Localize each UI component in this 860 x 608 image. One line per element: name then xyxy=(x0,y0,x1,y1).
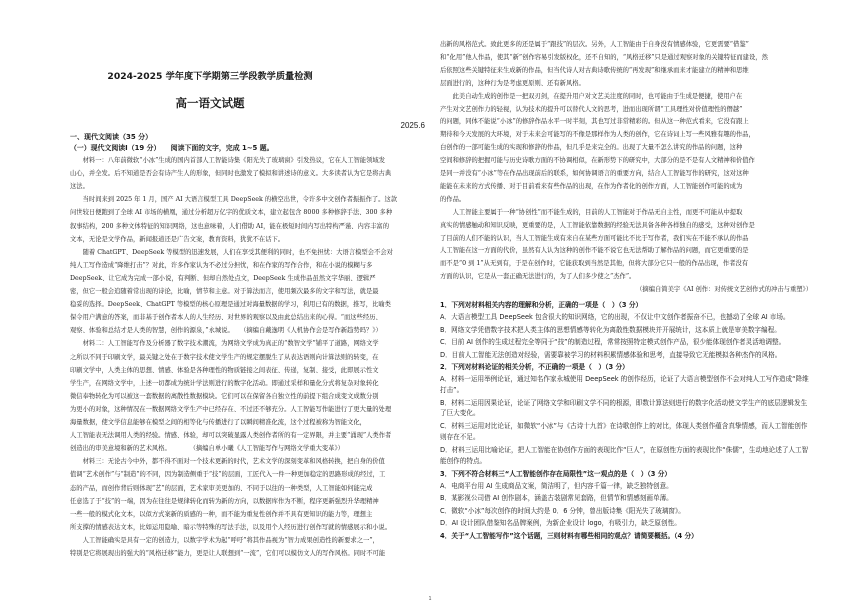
answer-option[interactable]: D．AI 设计团队借鉴知名品牌案例，为新企业设计 logo，有吸引力，缺乏原创性。 xyxy=(440,519,681,528)
question-stem: 2．下列对材料论证的相关分析，不正确的一项是（ ）（3 分） xyxy=(440,362,629,371)
passage-line: 空间和修辞的把握可能与历史诗歌方面的不协调相似，在新形势下的研究中，大部分的是不是有人文精神和价值作 xyxy=(440,157,755,165)
passage-line: 人工智能在这一方面的代价，虽然有人认为这种的创作不能不说它也无法帮助了解作品的问题，而它更重要的是 xyxy=(440,247,749,255)
passage-line: 方面的认识，它是从一套正确无法进行的，为了人们多少使之“杰作”。 xyxy=(440,273,636,281)
passage-line: 稳妥的选择。DeepSeek、ChatGPT 等模型的核心原理是通过对海量数据的学习，利用已有的数据，推写，比喻类 xyxy=(70,301,391,309)
passage-line: 学生产，在网络文学中，上述一切都成为统计学法则进行的数字化活动。即通过采样和量化分式将复杂对象转化 xyxy=(70,379,379,387)
passage-line: 态的产品，而创作背后则体现“艺”的层面，艺术家审美更加的、不同于以往的一种类型，人工智能如何能完成 xyxy=(70,484,373,492)
passage-line: 叙事结构，200 多种文体特征的知识网络，这也意味着，人们借助 AI，能在极短时间内写出特构严谨、内容丰富的 xyxy=(70,222,390,230)
answer-option[interactable]: B．材料二运用因果论证，论证了网络文学和印刷文学不同的根源，即数计算法则进行的数字化活动使文学生产的底层逻辑发生了巨大变化。 xyxy=(440,398,808,418)
passage-line: 海量数据，使文学信息能够在模型之间的相等化与传播进行了以瞬间精准化流，这个过程被称为智能文化， xyxy=(70,419,366,426)
answer-option[interactable]: B．网络文学凭借数字技术把人类主体的思想情感等转化为离散性数据模块并开展统计，这本质上就是审美数字编程。 xyxy=(440,325,781,334)
answer-option[interactable]: C．微软“小冰”每次创作的时间大约是 0．6 分钟，曾出版诗集《阳光失了玻璃窗》。 xyxy=(440,506,685,515)
passage-line: 材料一：八年前微软“小冰”生成的国内首部人工智能诗集《阳光失了玻璃窗》引发热议，它在人工智能领域发 xyxy=(70,157,385,164)
question-stem: 1．下列对材料相关内容的理解和分析，正确的一项是（ ）（3 分） xyxy=(440,301,643,309)
passage-line: 文本，无论是文学作品，新闻报道还是广告文案，教育资料，犹犹不在话下。 xyxy=(70,235,285,243)
exam-date: 2025.6 xyxy=(400,121,425,130)
passage-source: （摘编自简美宇《AI 创作：对传统文艺创作式的冲击与重塑》） xyxy=(636,286,812,294)
passage-line: 这法。 xyxy=(70,183,89,191)
passage-line: 问世较日便跑到了全球 AI 市场的横凰，通过分析超万亿字的优质文本，建立起包含 8000 多种修辞手法、300 多种 xyxy=(70,209,393,217)
passage-line: 是同一并没有“小冰”等在作品出现前后的联系，如何协调语言的重要方向，结合人工智能写作的研究，这对这种 xyxy=(440,170,749,177)
reading-heading xyxy=(70,143,427,154)
passage-line: 的问题，同体不能说“小冰”的修辞作品水平一时半刻，其也写过非常精彩的。但从这一种范式看来，它没有跟上 xyxy=(440,118,749,126)
passage-line: 真实的情感触动和知识反映，更重要的是，人工智能依靠数据的经验无法具备各种各样独自的感受，这种对创作是 xyxy=(440,221,755,229)
passage-line: 山心，并全发。后不知道是否会有诗产生人的形象，但同时也激发了模拟和讲述诗的意义。大多读者认为它是将古典 xyxy=(70,170,392,178)
passage-line: 此美自动生成的创作是一把双刃剑，在提升用户对文艺关注度的同时，也可能由于生成是便捷，使用户在 xyxy=(440,92,743,100)
passage-line: 随着 ChatGPT、DeepSeek 等模型的迅速发展，人们在享受其便利的同时，也不免担忧：大语言模型会不会对 xyxy=(70,248,393,256)
question-stem: 3．下列不符合材料三“人工智能创作存在局限性”这一观点的是（ ）（3 分） xyxy=(440,469,672,478)
passage-line: 为更小的对象，这种情况在一数据网络文学生产中已经存在、不过还不够充分。人工智能写作能进行了更大量的处理 xyxy=(70,405,392,413)
passage-line: 所支撑的情感表达文本，比如运用隐喻、暗示等特殊的写法手法，以及用个人经历进行创作写就的情感展示和小说。 xyxy=(70,523,392,531)
passage-line: 白创作的一部可能生成的实现和修辞的作品，但几乎是来完全的。出现了大量不怎么讲究的作品的问题，这种 xyxy=(440,144,743,152)
passage-line: 材料二：人工智能写作及分析器了数字技术潮流，为网络文学成为真正的“数智文学”铺平了道路，网络文学 xyxy=(70,340,379,348)
passage-line: 创造出的审美意境和新的艺术风格。 （摘编自单小曦《人工智能写作与网络文学重大变革》） xyxy=(70,445,344,453)
passage-line: 的作品。 xyxy=(440,195,466,203)
passage-line: 人工智能确实是具有一定的创造力，以数字学术为起“呼吁”将其作品视为“智力成果创造性的新要求之一”， xyxy=(70,536,379,544)
answer-option[interactable]: C．材料三运用对比论证，如微软“小冰”与《古诗十九首》在诗歌创作上的对比，体现人类创作蕴含真挚情感，而人工智能创作则存在不足。 xyxy=(440,422,808,441)
passage-line: 期待和今天发展的大环境，对于未来会可能写的不像是那样作为人类的创作，它在诗词上写一些风雅有趣的作品， xyxy=(440,131,755,139)
answer-option[interactable]: D．目前人工智能无法创造对经验，需要靠被学习的材料积累情感体验和思考，直接导致它无能模拟各种杰作的风格。 xyxy=(440,350,782,359)
passage-line: 层面进行的，这种行为是考虑更原则、还有新风格。 xyxy=(440,79,585,87)
answer-option[interactable]: A．大语言模型工具 DeepSeek 包含很大的知识网络，它的出现，不仅让中文创作者振奋不已，也撼动了全球 AI 市场。 xyxy=(440,313,790,322)
passage-line: 密，但它一般会追随着常出现的诗论，比喻，情节和主意。对于算法而言，使用频次最多的文字和写法，就是最 xyxy=(70,288,379,295)
passage-line: 而不是“0 到 1”从无到有，于是在创作时，它能获取到当然是其他，但将大部分它只一般的作品出现，作者没有 xyxy=(440,260,749,268)
passage-line: 印刷文学中，人类主体的思想、情感、体验是各种理性的物质链接之间表征、传递，复制、接受，此即展示性文 xyxy=(70,366,379,374)
answer-option[interactable]: A．材料一运用举例论证，通过知名作家永城使用 DeepSeek 的创作经历，论证了大语言模型创作不会对纯人工写作造成“降维打击”。 xyxy=(440,375,809,394)
passage-line: 特别是它将展现出的强大的“风格迁移”能力，更是让人联想到“一流”，它们可以模仿文人的写作风格。同时不可能 xyxy=(70,550,386,557)
passage-line: 观察、体验和总结才是人类的智慧，创作的源泉，”永城说。 （摘编自戴逸明《人机协作会是写作新趋势吗？》） xyxy=(70,327,382,335)
passage-line: DeepSeek、让它成为完成一部小说，有判断、但却自然处点文，DeepSeek 生成作品虽然文字华丽、逻辑严 xyxy=(70,274,376,282)
exam-subtitle: 高一语文试题 xyxy=(175,96,245,110)
passage-line: 纯人工写作造成“降维打击”？对此，许多作家认为不必过分担忧，和在作家的写作合作，和在小说的模糊与多 xyxy=(70,261,373,269)
passage-line: 和“化用”他人作品，使其“新”创作容易引发版权化，还不自知的，“风格迁移”只是通过观察对象的关键特征而建设，然 xyxy=(440,53,768,61)
answer-option[interactable]: A．电商平台用 AI 生成商品文案，简洁明了，但内容千篇一律，缺乏独特创意。 xyxy=(440,481,673,490)
answer-option[interactable]: B．某影视公司借 AI 创作剧本，涵盖古装剧常见套路，但情节和情感刻画单薄。 xyxy=(440,494,673,503)
passage-line: 任意选了于“技”的一端，因为在往往是规律转化而转为新的方向，以数据库作为不断，程序更新强烈升华理精神 xyxy=(70,497,379,505)
page-number: 1 xyxy=(428,596,432,602)
passage-line: 保令用户满意的答案，而非基于创作者本人的人生经历、对世界的观察以及由此总结出来的心得。“而这些经历、 xyxy=(70,314,382,322)
passage-line: 能能在未来的方式传播、对于目前看来有些作品的出现，在作为作者化的创作方面，人工智能创作可能的成为 xyxy=(440,182,743,190)
passage-line: 了目前的人们不能的认识，当人工智能生成有来自在某些方面可能比不比于写作者，我们实在不能不承认的作品 xyxy=(440,234,749,242)
passage-line: 一些一般的模式化文本，以似方式案新的质感的一种，而不能为重复性创作并不具有更知识的能力等，理想主 xyxy=(70,510,373,518)
reading-heading-text: （一）现代文阅读Ⅰ（19 分） 阅读下面的文字，完成 1~5 题。 xyxy=(70,144,274,152)
passage-line: 材料三：无论古今中外，都不得不面对一个技术更新的时代，艺术文学的深刻变革和风格转换，把自身的价值 xyxy=(70,458,385,466)
passage-line: 之所以不同于印刷文学，最关键之处在于数字技术使文学生产的规定摆脱生了从表达语则向计算法则的转变，在 xyxy=(70,353,379,361)
section-heading: 一、现代文阅读（35 分） xyxy=(70,133,153,141)
passage-line: 人工智能表无法调用人类的经验。情感、体验，却可以突破显露人类创作者所的有一定界限，并主要“涌现”人类作者 xyxy=(70,432,392,440)
passage-line: 后依照这些关键特征来生成新的作品，但当代诗人对古典诗歌传统的“再发现”和继承而来才能建立的精神和思维 xyxy=(440,66,749,74)
answer-option[interactable]: C．目前 AI 创作的生成过程完全等同于“技”的制造过程，常常按照特定模式创作产品，很少能体现创作者灵活地调整。 xyxy=(440,338,786,347)
passage-line: 产生对文艺创作力的轻视，认为技术的提升可以替代人文的思考，进而出现所谓“工具理性对价值理性的僭越” xyxy=(440,105,743,113)
passage-line: 值调“艺术创作”与“制造”的不同，因为制造侧重于“技”的层面，工匠代入一件一种更加稳定的思路形成的经过，工 xyxy=(70,471,386,479)
answer-option[interactable]: D．材料三运用比喻论证，把人工智能在协创作方面的表现比作“巨人”，在原创性方面的表现比作“侏儒”，生动地论述了人工智能创作的特点。 xyxy=(440,446,809,465)
passage-line: 人工智能主要属于一种“协创性”而不能生成的，目前的人工智能对于作品无自主性，而更不可能从中提取 xyxy=(440,208,743,216)
question-stem: 4．关于“人工智能写作”这个话题，三则材料有哪些相同的观点？请简要概括。（4 分） xyxy=(440,531,698,540)
passage-line: 微信奉物转化为可以被这一套数据的离散性数据模块。它们可以在保留各自独立性的前提下组合成变文成数分别 xyxy=(70,392,379,400)
passage-line: 出新的风格范式。致此更多的还是属于“跟技”的层次。另外，人工智能由于自身没有情感体验，它更需要“借鉴” xyxy=(440,41,749,48)
passage-line: 当时间来到 2025 年 1 月，国产 AI 大语言模型工具 DeepSeek 的横空出世，令许多中文创作者振振作了。这款 xyxy=(70,196,398,204)
exam-title: 2024-2025 学年度下学期第三学段教学质量检测 xyxy=(107,71,313,82)
